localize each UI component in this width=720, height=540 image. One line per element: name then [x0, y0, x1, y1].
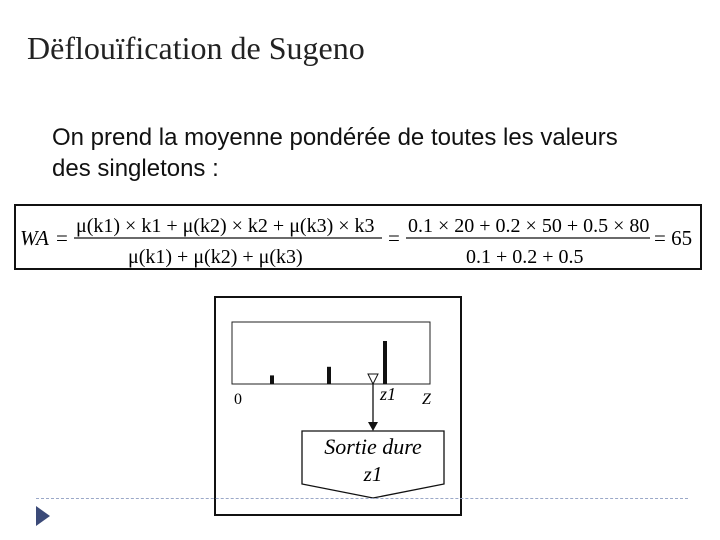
formula-lhs: WA [20, 226, 49, 250]
diagram-svg [216, 298, 464, 518]
body-line-1: On prend la moyenne pondérée de toutes les valeurs [52, 124, 618, 151]
formula-denominator-numeric: 0.1 + 0.2 + 0.5 [466, 246, 584, 268]
slide-title: Dëflouïfication de Sugeno [27, 30, 365, 66]
output-label-line2: z1 [363, 462, 383, 486]
formula-equals-2: = [388, 226, 400, 250]
formula-numerator-numeric: 0.1 × 20 + 0.2 × 50 + 0.5 × 80 [408, 215, 650, 237]
weighted-average-formula [14, 204, 702, 270]
singleton-bar [270, 375, 274, 384]
output-arrow-head-icon [368, 422, 378, 431]
formula-svg [16, 206, 704, 272]
formula-denominator-symbolic: μ(k1) + μ(k2) + μ(k3) [128, 246, 303, 268]
output-label-line1: Sortie dure [324, 434, 422, 459]
formula-equals: = [56, 226, 68, 250]
z1-marker-icon [368, 374, 378, 384]
body-line-2: des singletons : [52, 155, 219, 182]
slide-bullet-arrow-icon [36, 506, 52, 526]
footer-divider [36, 498, 688, 499]
z1-axis-label: z1 [380, 384, 397, 404]
formula-numerator-symbolic: μ(k1) × k1 + μ(k2) × k2 + μ(k3) × k3 [76, 215, 375, 237]
singleton-bar [383, 341, 387, 384]
formula-result: = 65 [654, 226, 693, 250]
z-axis-label: Z [422, 391, 431, 408]
axis-origin-label: 0 [234, 391, 242, 408]
singleton-bar [327, 367, 331, 384]
slide-body [52, 122, 692, 184]
singleton-diagram [214, 296, 462, 516]
